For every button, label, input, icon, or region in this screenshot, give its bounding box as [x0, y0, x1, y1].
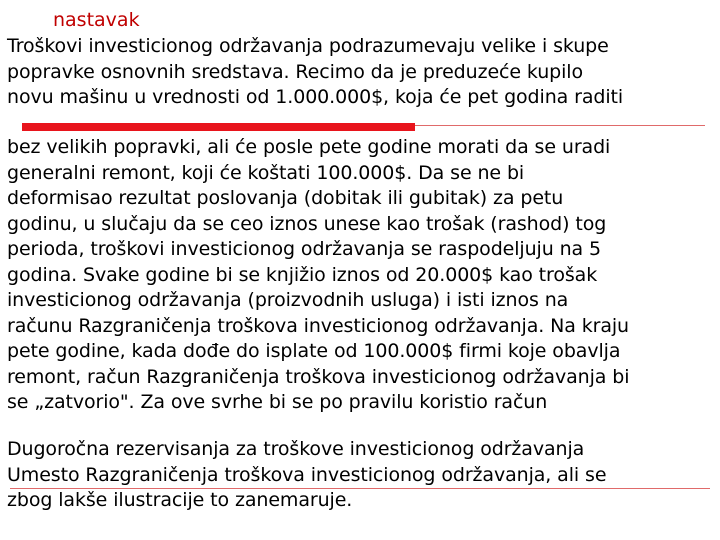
text-line: Troškovi investicionog održavanja podrazumevaju velike i skupe [7, 35, 609, 57]
underline-divider [10, 488, 710, 489]
slide-heading: nastavak [53, 9, 140, 31]
text-line: godina. Svake godine bi se knjižio iznos od 20.000$ kao trošak [7, 263, 598, 286]
text-line: Umesto Razgraničenja troškova investicionog održavanja, ali se [7, 463, 607, 486]
text-line: popravke osnovnih sredstava. Recimo da je preduzeće kupilo [7, 60, 584, 83]
text-line: novu mašinu u vrednosti od 1.000.000$, koja će pet godina raditi [7, 86, 624, 108]
text-line: bez velikih popravki, ali će posle pete godine morati da se uradi [7, 136, 611, 158]
text-line: računu Razgraničenja troškova investicionog održavanja. Na kraju [7, 314, 630, 337]
text-line: se „zatvorio". Za ove svrhe bi se po pravilu koristio račun [7, 391, 548, 413]
text-line: pete godine, kada dođe do isplate od 100.000$ firmi koje obavlja [7, 340, 621, 362]
text-line: Dugoročna rezervisanja za troškove investicionog održavanja [7, 438, 585, 460]
paragraph-body [7, 135, 715, 416]
text-line: generalni remont, koji će koštati 100.000$. Da se ne bi [7, 161, 525, 184]
text-line: zbog lakše ilustracije to zanemaruje. [7, 489, 353, 511]
text-line: godinu, u slučaju da se ceo iznos unese kao trošak (rashod) tog [7, 212, 607, 235]
accent-divider-thin [415, 125, 705, 126]
text-line: remont, račun Razgraničenja troškova investicionog održavanja bi [7, 365, 630, 388]
paragraph-conclusion [7, 437, 715, 514]
text-line: investicionog održavanja (proizvodnih usluga) i isti iznos na [7, 289, 569, 311]
paragraph-intro [7, 34, 715, 111]
accent-divider-thick [22, 123, 415, 131]
text-line: perioda, troškovi investicionog održavanja se raspodeljuju na 5 [7, 238, 602, 260]
text-line: deformisao rezultat poslovanja (dobitak ili gubitak) za petu [7, 187, 564, 209]
